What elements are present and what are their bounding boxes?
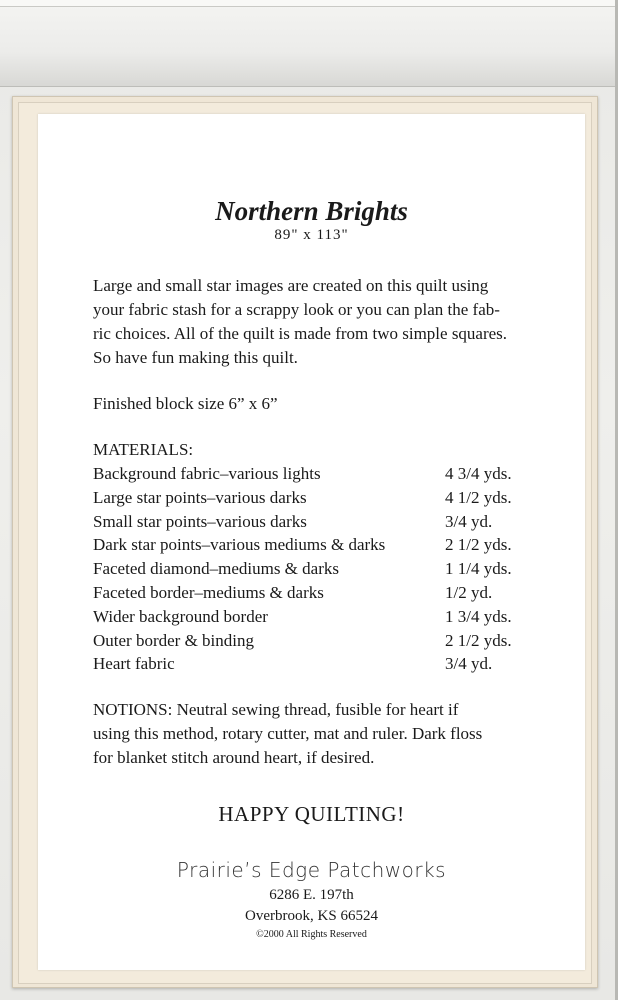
material-amount: 4 3/4 yds. [445,464,512,483]
material-amount: 1 3/4 yds. [445,606,512,626]
notions [93,698,551,770]
material-name: Outer border & binding [93,630,254,650]
description-line: Large and small star images are created on this quilt using [93,276,489,295]
material-amount: 3/4 yd. [445,511,493,531]
notions-line: for blanket stitch around heart, if desired. [93,748,375,767]
company-name: Prairie’s Edge Patchworks [176,858,447,882]
description-line: your fabric stash for a scrappy look or you can plan the fab- [93,300,500,319]
materials-heading: MATERIALS: [93,440,194,459]
description-line: So have fun making this quilt. [93,348,298,367]
copyright-notice: ©2000 All Rights Reserved [256,929,367,940]
description [93,274,551,370]
material-name: Background fabric–various lights [93,464,321,483]
material-name: Large star points–various darks [93,487,307,507]
material-name: Heart fabric [93,654,175,674]
material-amount: 1 1/4 yds. [445,559,512,579]
material-row [93,512,553,536]
material-row [93,583,553,607]
material-name: Dark star points–various mediums & darks [93,535,386,555]
material-amount: 2 1/2 yds. [445,630,512,650]
material-name: Faceted border–mediums & darks [93,582,324,602]
material-amount: 2 1/2 yds. [445,535,512,555]
material-row [93,631,553,655]
material-row [93,464,553,488]
material-name: Small star points–various darks [93,511,307,531]
material-row [93,559,553,583]
quilt-size: 89" x 113" [274,227,349,243]
material-name: Faceted diamond–mediums & darks [93,559,339,579]
notions-line: using this method, rotary cutter, mat and ruler. Dark floss [93,724,483,743]
finished-block-size: Finished block size 6” x 6” [93,394,278,413]
material-amount: 3/4 yd. [445,654,493,674]
material-amount: 4 1/2 yds. [445,487,512,507]
notions-line: NOTIONS: Neutral sewing thread, fusible for heart if [93,700,459,719]
pattern-sheet [38,114,585,970]
material-name: Wider background border [93,606,268,626]
material-row [93,488,553,512]
material-row [93,654,553,678]
material-amount: 1/2 yd. [445,582,493,602]
material-row [93,607,553,631]
address-street: 6286 E. 197th [269,887,354,903]
material-row [93,535,553,559]
sleeve-seal-strip [0,0,618,7]
description-line: ric choices. All of the quilt is made from two simple squares. [93,324,508,343]
materials-list [93,464,553,678]
address-city: Overbrook, KS 66524 [245,908,378,924]
pattern-title: Northern Brights [215,196,408,226]
sleeve-header [0,0,618,87]
closing-text: HAPPY QUILTING! [218,802,405,826]
